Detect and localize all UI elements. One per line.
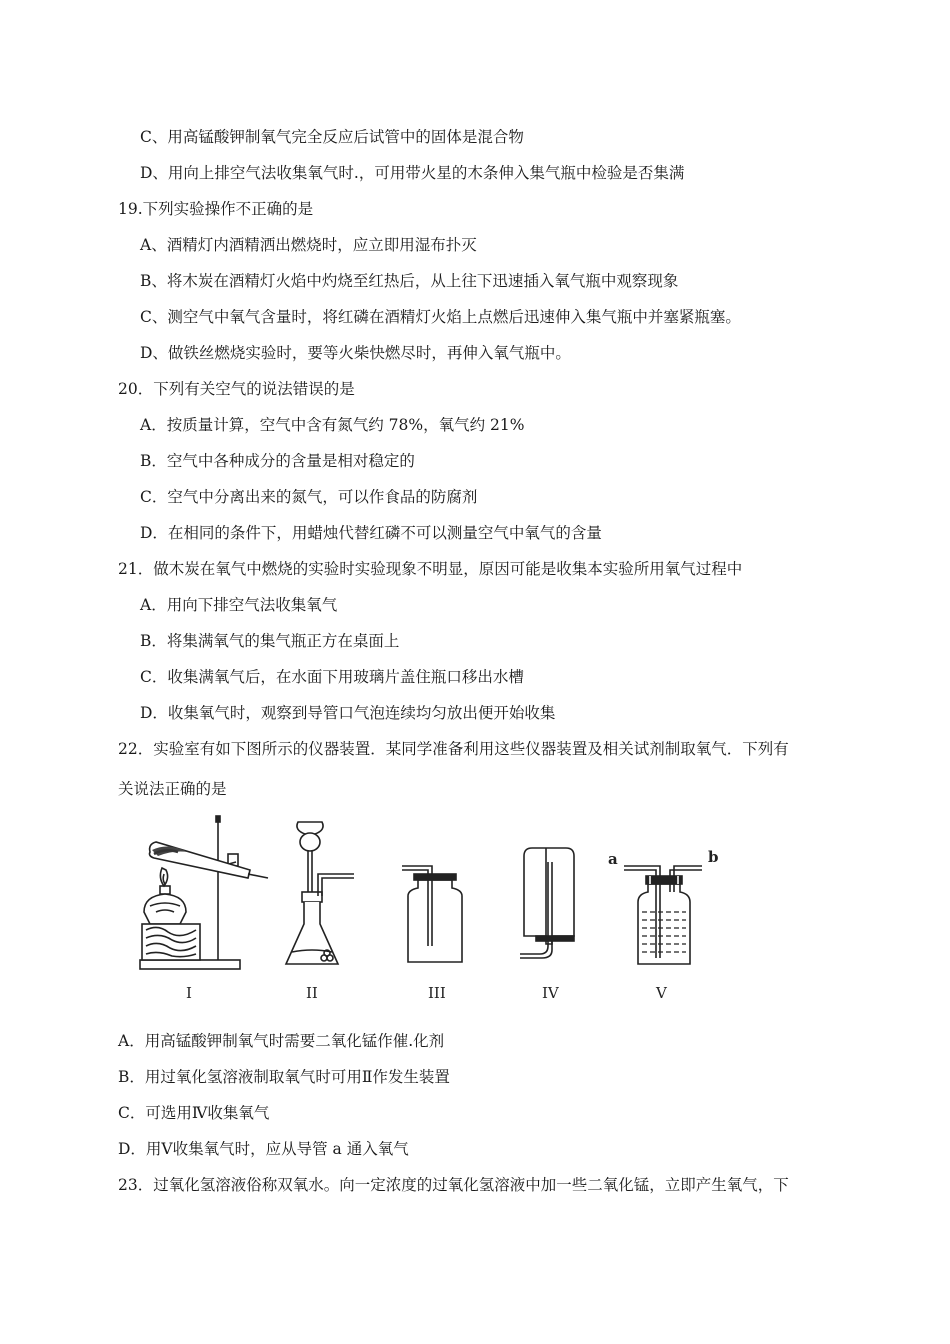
q22-stem-line1: 22．实验室有如下图所示的仪器装置．某同学准备利用这些仪器装置及相关试剂制取氧气．下列有 [118, 740, 789, 758]
q20-stem: 20．下列有关空气的说法错误的是 [118, 380, 355, 398]
q19-option-d: D、做铁丝燃烧实验时，要等火柴快燃尽时，再伸入氧气瓶中。 [140, 344, 571, 362]
q21-option-c: C．收集满氧气后，在水面下用玻璃片盖住瓶口移出水槽 [140, 668, 524, 686]
figure-label-ii: II [306, 984, 318, 1002]
q21-stem: 21．做木炭在氧气中燃烧的实验时实验现象不明显，原因可能是收集本实验所用氧气过程中 [118, 560, 743, 578]
q23-stem: 23．过氧化氢溶液俗称双氧水。向一定浓度的过氧化氢溶液中加一些二氧化锰，立即产生氧气，下 [118, 1176, 789, 1194]
figure-label-iv: IV [542, 984, 559, 1002]
tube-label-a: a [608, 850, 618, 868]
q22-option-d: D．用Ⅴ收集氧气时，应从导管 a 通入氧气 [118, 1140, 409, 1158]
q20-option-a: A．按质量计算，空气中含有氮气约 78%，氧气约 21% [140, 416, 525, 434]
q19-stem: 19.下列实验操作不正确的是 [118, 200, 314, 218]
q21-option-b: B．将集满氧气的集气瓶正方在桌面上 [140, 632, 400, 650]
q20-option-d: D．在相同的条件下，用蜡烛代替红磷不可以测量空气中氧气的含量 [140, 524, 602, 542]
q22-stem-line2: 关说法正确的是 [118, 780, 227, 798]
q22-option-a: A．用高锰酸钾制氧气时需要二氧化锰作催.化剂 [118, 1032, 445, 1050]
apparatus-figure [128, 812, 748, 1012]
q19-option-c: C、测空气中氧气含量时，将红磷在酒精灯火焰上点燃后迅速伸入集气瓶中并塞紧瓶塞。 [140, 308, 741, 326]
figure-label-v: V [656, 984, 667, 1002]
q18-option-d: D、用向上排空气法收集氧气时.，可用带火星的木条伸入集气瓶中检验是否集满 [140, 164, 685, 182]
q22-option-c: C．可选用Ⅳ收集氧气 [118, 1104, 270, 1122]
q21-option-a: A．用向下排空气法收集氧气 [140, 596, 338, 614]
q19-option-b: B、将木炭在酒精灯火焰中灼烧至红热后，从上往下迅速插入氧气瓶中观察现象 [140, 272, 679, 290]
q21-option-d: D．收集氧气时，观察到导管口气泡连续均匀放出便开始收集 [140, 704, 556, 722]
tube-label-b: b [708, 848, 719, 866]
apparatus-ii [286, 822, 354, 1002]
q18-option-c: C、用高锰酸钾制氧气完全反应后试管中的固体是混合物 [140, 128, 524, 146]
q19-option-a: A、酒精灯内酒精洒出燃烧时，应立即用湿布扑灭 [140, 236, 477, 254]
q22-option-b: B．用过氧化氢溶液制取氧气时可用Ⅱ作发生装置 [118, 1068, 450, 1086]
q20-option-c: C．空气中分离出来的氮气，可以作食品的防腐剂 [140, 488, 478, 506]
figure-label-i: I [186, 984, 192, 1002]
apparatus-i [140, 816, 268, 1002]
q20-option-b: B．空气中各种成分的含量是相对稳定的 [140, 452, 415, 470]
apparatus-v [608, 848, 719, 1002]
apparatus-iii [402, 866, 462, 1002]
apparatus-iv [520, 848, 574, 1002]
figure-label-iii: III [428, 984, 446, 1002]
